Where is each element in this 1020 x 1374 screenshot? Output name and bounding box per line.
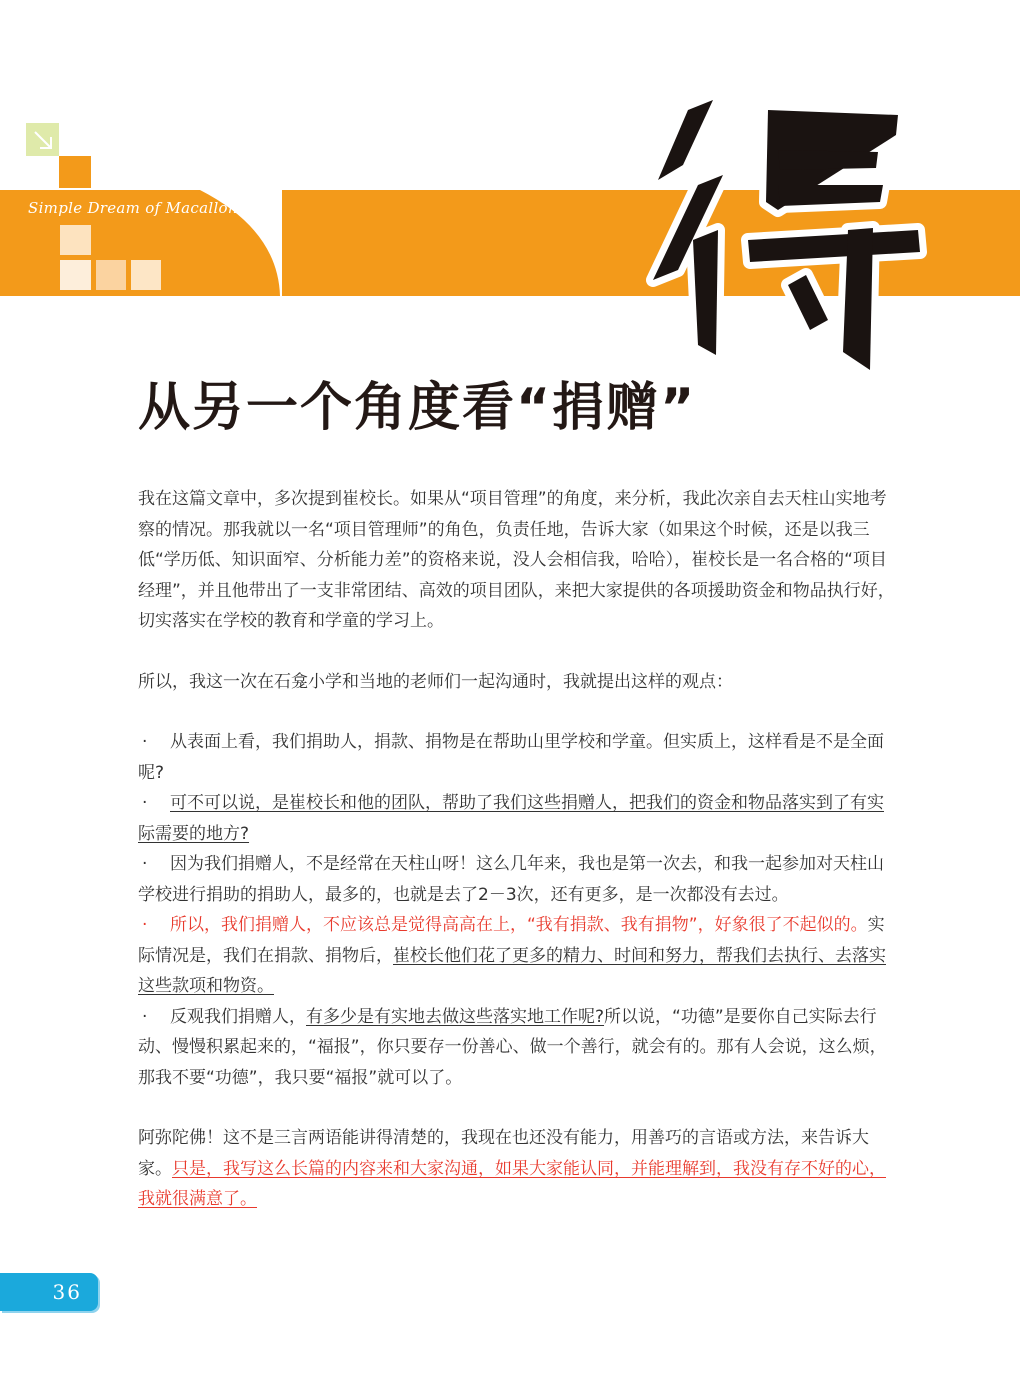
bullet-text: 反观我们捐赠人， [170,1006,306,1027]
orange-square-decoration [59,156,91,188]
light-square-decoration [96,260,126,290]
bullet-text-red: 所以，我们捐赠人，不应该总是觉得高高在上，“我有捐款、我有捐物”，好象很了不起似的。 [170,915,868,935]
bullet-mark: · [142,915,148,935]
bullet-mark: · [142,1006,148,1027]
bullet-item [138,849,898,910]
bullet-item [138,1002,898,1094]
page-title: 从另一个角度看“捐赠” [138,378,697,438]
paragraph-text: 阿弥陀佛！这不是三言两语能讲得清楚的，我现在也还没有能力，用善巧的言语或方法，来告诉大家。 [138,1128,869,1179]
bullet-text-underlined: 可不可以说，是崔校长和他的团队，帮助了我们这些捐赠人，把我们的资金和物品落实到了有实际需要的地方? [138,793,884,844]
bullet-item [138,727,898,788]
page-number: 36 [52,1280,82,1304]
page-number-tab [0,1273,98,1311]
bullet-text-underlined: 崔校长他们花了更多的精力、时间和努力，帮我们去执行、去落实这些款项和物资。 [138,945,886,996]
bullet-text: 因为我们捐赠人，不是经常在天柱山呀！这么几年来，我也是第一次去，和我一起参加对天柱山学校进行捐助的捐助人，最多的，也就是去了2－3次，还有更多，是一次都没有去过。 [138,854,884,905]
light-square-decoration [60,225,91,255]
article-body [138,484,898,1215]
paragraph: 我在这篇文章中，多次提到崔校长。如果从“项目管理”的角度，来分析，我此次亲自去天柱山实地考察的情况。那我就以一名“项目管理师”的角色，负责任地，告诉大家（如果这个时候，还是以我三低“学历低、知识面窄、分析能力差”的资格来说，没人会相信我，哈哈），崔校长是一名合格的“项目经理”，并且他带出了一支非常团结、高效的项目团队，来把大家提供的各项援助资金和物品执行好，切实落实在学校的教育和学童的学习上。 [138,489,895,631]
bullet-text-underlined: 有多少是有实地去做这些落实地工作呢? [306,1006,605,1027]
bullet-item [138,788,898,849]
calligraphy-de-image [628,90,928,380]
light-square-decoration [60,260,91,290]
light-square-decoration [131,260,161,290]
bullet-mark: · [142,854,148,874]
paragraph [138,1123,898,1215]
green-square-arrow-icon [26,123,59,156]
paragraph: 所以，我这一次在石龛小学和当地的老师们一起沟通时，我就提出这样的观点： [138,671,733,692]
bullet-text: 实际情况是，我们在捐款、捐物后， [138,915,885,966]
bullet-item [138,910,898,1002]
paragraph-text-red-underlined: 只是，我写这么长篇的内容来和大家沟通，如果大家能认同，并能理解到，我没有存不好的心，我就很满意了。 [138,1158,886,1209]
bullet-text: 从表面上看，我们捐助人，捐款、捐物是在帮助山里学校和学童。但实质上，这样看是不是全面呢? [138,732,884,783]
bullet-text: 所以说，“功德”是要你自己实际去行动、慢慢积累起来的，“福报”，你只要存一份善心、做一个善行，就会有的。那有人会说，这么烦，那我不要“功德”，我只要“福报”就可以了。 [138,1006,887,1088]
bullet-mark: · [142,732,148,752]
header-tagline: Simple Dream of Macallon [28,199,238,217]
bullet-mark: · [142,793,148,813]
